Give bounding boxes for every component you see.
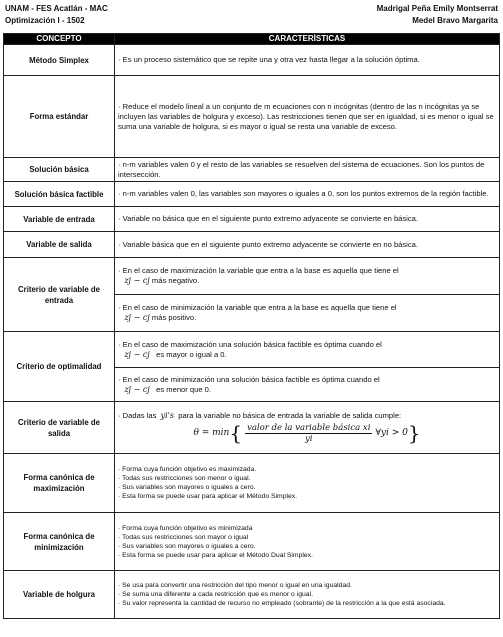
feature-cell: · Variable básica que en el siguiente punto extremo adyacente se convierte en no básica. [115, 232, 500, 258]
list-item: · Sus variables son mayores o iguales a cero. [118, 542, 256, 550]
zj-cj-expression: zj − cj [124, 276, 150, 285]
close-brace-symbol: } [407, 421, 421, 445]
column-header-concept: CONCEPTO [4, 34, 115, 45]
concept-cell: Forma estándar [4, 76, 115, 158]
feature-cell [115, 571, 500, 619]
table-row [4, 232, 500, 258]
document-header [3, 2, 500, 32]
table-row [4, 402, 500, 454]
formula-condition: ∀yi > 0 [375, 428, 408, 438]
max-rule-text: · En el caso de maximización la variable que entra a la base es aquella que tiene el [118, 266, 399, 275]
concepts-table [3, 33, 500, 619]
concept-cell: Variable de salida [4, 232, 115, 258]
concept-cell: Forma canónica de minimización [4, 513, 115, 571]
fraction-numerator: valor de la variable básica xi [247, 422, 371, 433]
feature-cell [115, 295, 500, 332]
table-header-row [4, 34, 500, 45]
list-item: · Se suma una diferente a cada restricción que es menor o igual. [118, 591, 313, 598]
header-left [5, 3, 108, 27]
course-name: Optimización I - 1502 [5, 16, 85, 25]
fraction [245, 423, 372, 444]
concept-cell: Criterio de variable de entrada [4, 258, 115, 332]
concept-cell: Forma canónica de maximización [4, 454, 115, 513]
list-item: · Sus variables son mayores o iguales a cero. [118, 484, 256, 491]
list-item: · Forma cuya función objetivo es maximizada. [118, 466, 257, 473]
list-item: · Forma cuya función objetivo es minimizada [118, 524, 253, 532]
table-row [4, 182, 500, 207]
min-rule-text: · En el caso de minimización una solución básica factible es óptima cuando el [118, 374, 380, 384]
feature-cell [115, 402, 500, 454]
max-rule-tail: es mayor o igual a 0. [156, 349, 227, 359]
fraction-denominator: yi [304, 433, 313, 444]
min-rule-text: · En el caso de minimización la variable que entra a la base es aquella que tiene el [118, 303, 397, 312]
concept-cell: Método Simplex [4, 45, 115, 76]
table-row [4, 258, 500, 295]
yi-expression: yi's [160, 410, 175, 420]
concept-cell: Solución básica factible [4, 182, 115, 207]
open-brace-symbol: { [229, 421, 243, 445]
list-item: · Todas sus restricciones son menor o igual. [118, 475, 251, 482]
min-ratio-formula [118, 423, 496, 444]
table-row [4, 45, 500, 76]
concept-cell: Criterio de optimalidad [4, 332, 115, 402]
author-2: Medel Bravo Margarita [412, 16, 498, 25]
feature-cell: · Reduce el modelo lineal a un conjunto de m ecuaciones con n incógnitas (dentro de las n incógnitas ya se incluyen las variables de holgura y exceso). Las restricciones tienen que ser en igualdad, si es menor o igual se suma una variable de holgura, si es mayor o igual se resta una variable de exceso. [115, 76, 500, 158]
feature-cell: · Variable no básica que en el siguiente punto extremo adyacente se convierte en básica. [115, 207, 500, 232]
feature-cell [115, 513, 500, 571]
formula-lhs: θ = min [193, 428, 230, 438]
feature-cell [115, 332, 500, 368]
concept-cell: Solución básica [4, 158, 115, 182]
table-row [4, 76, 500, 158]
table-row [4, 207, 500, 232]
list-item: · Esta forma se puede usar para aplicar el Método Dual Simplex. [118, 551, 313, 559]
list-item: · Se usa para convertir una restricción del tipo menor o igual en una igualdad. [118, 582, 352, 589]
intro-text: · Dadas las [118, 410, 157, 420]
feature-cell [115, 454, 500, 513]
list-item: · Esta forma se puede usar para aplicar el Método Simplex. [118, 493, 298, 500]
min-rule-tail: es menor que 0. [156, 384, 212, 394]
concept-cell: Variable de entrada [4, 207, 115, 232]
feature-cell: · n-m variables valen 0 y el resto de las variables se resuelven del sistema de ecuaciones. Son los puntos de intersección. [115, 158, 500, 182]
table-row [4, 571, 500, 619]
concept-cell: Variable de holgura [4, 571, 115, 619]
max-rule-tail: más negativo. [151, 276, 200, 285]
zj-cj-expression: zj − cj [124, 313, 150, 322]
course-institution: UNAM - FES Acatlán - MAC [5, 4, 108, 13]
header-right [377, 3, 498, 27]
table-row [4, 158, 500, 182]
column-header-features: CARACTERÍSTICAS [115, 34, 500, 45]
table-row [4, 332, 500, 368]
feature-cell: · Es un proceso sistemático que se repite una y otra vez hasta llegar a la solución óptima. [115, 45, 500, 76]
table-row [4, 454, 500, 513]
zj-cj-expression: zj − cj [124, 349, 150, 359]
intro-tail: para la variable no básica de entrada la variable de salida cumple: [178, 410, 402, 420]
list-item: · Su valor representa la cantidad de recurso no empleado (sobrante) de la restricción a la que está asociada. [118, 600, 446, 607]
table-row [4, 513, 500, 571]
max-rule-text: · En el caso de maximización una solución básica factible es óptima cuando el [118, 339, 382, 349]
min-rule-tail: más positivo. [151, 313, 197, 322]
zj-cj-expression: zj − cj [124, 384, 150, 394]
concept-cell: Criterio de variable de salida [4, 402, 115, 454]
feature-cell [115, 368, 500, 402]
feature-cell [115, 258, 500, 295]
feature-cell: · n-m variables valen 0, las variables son mayores o iguales a 0, son los puntos extremos de la región factible. [115, 182, 500, 207]
author-1: Madrigal Peña Emily Montserrat [376, 4, 498, 13]
list-item: · Todas sus restricciones son mayor o igual [118, 533, 249, 541]
